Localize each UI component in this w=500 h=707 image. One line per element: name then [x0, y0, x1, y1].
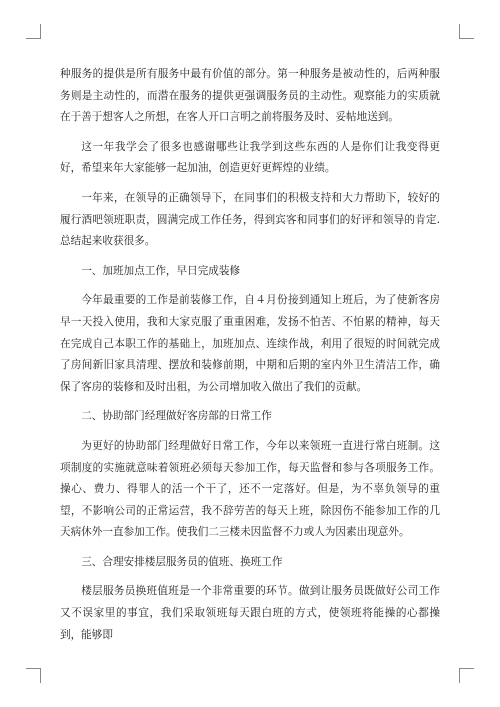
paragraph-1: 种服务的提供是所有服务中最有价值的部分。第一种服务是被动性的，后两种服务则是主动性的，而潜在服务的提供更强调服务员的主动性。观察能力的实质就在于善于想客人之所想，在客人开口言明之前将服务及时、妥帖地送到。	[60, 68, 440, 124]
paragraph-5: 为更好的协助部门经理做好日常工作，今年以来领班一直进行常白班制。这项制度的实施就意味着领班必须每天参加工作，每天监督和参与各项服务工作。操心、费力、得罪人的活一个干了，还不一定落好。但是，为不辜负领导的重望，不影响公司的正常运营，我不辞劳苦的每天上班，除因伤不能参加工作的几天病休外一直参加工作。使我们二三楼未因监督不力或人为因素出现意外。	[60, 439, 440, 539]
section-heading-3: 三、合理安排楼层服务员的值班、换班工作	[81, 555, 283, 568]
paragraph-3: 一年来，在领导的正确领导下，在同事们的积极支持和大力帮助下，较好的履行酒吧领班职责，圆满完成工作任务，得到宾客和同事们的好评和领导的肯定.总结起来收获很多。	[60, 191, 440, 248]
crop-mark-top-left	[26, 24, 41, 39]
paragraph-6: 楼层服务员换班值班是一个非常重要的环节。做到让服务员既做好公司工作又不误家里的事宜，我们采取领班每天跟白班的方式，使领班将能操的心都操到，能够即	[60, 585, 440, 641]
section-heading-2: 二、协助部门经理做好客房部的日常工作	[81, 410, 272, 423]
paragraph-2: 这一年我学会了很多也感谢哪些让我学到这些东西的人是你们让我变得更好，希望来年大家能够一起加油，创造更好更辉煌的业绩。	[60, 140, 440, 175]
section-heading-1: 一、加班加点工作，早日完成装修	[81, 264, 241, 277]
document-body	[60, 64, 440, 646]
crop-mark-bottom-right	[459, 668, 474, 683]
crop-mark-bottom-left	[26, 668, 41, 683]
paragraph-4: 今年最重要的工作是前装修工作，自４月份接到通知上班后，为了使新客房早一天投入使用，我和大家克服了重重困难，发扬不怕苦、不怕累的精神，每天在完成自己本职工作的基础上，加班加点、连续作战，利用了很短的时间就完成了房间新旧家具清理、摆放和装修前期，中期和后期的室内外卫生清洁工作，确保了客房的装修和及时出租，为公司增加收入做出了我们的贡献。	[60, 294, 440, 393]
crop-mark-top-right	[459, 24, 474, 39]
